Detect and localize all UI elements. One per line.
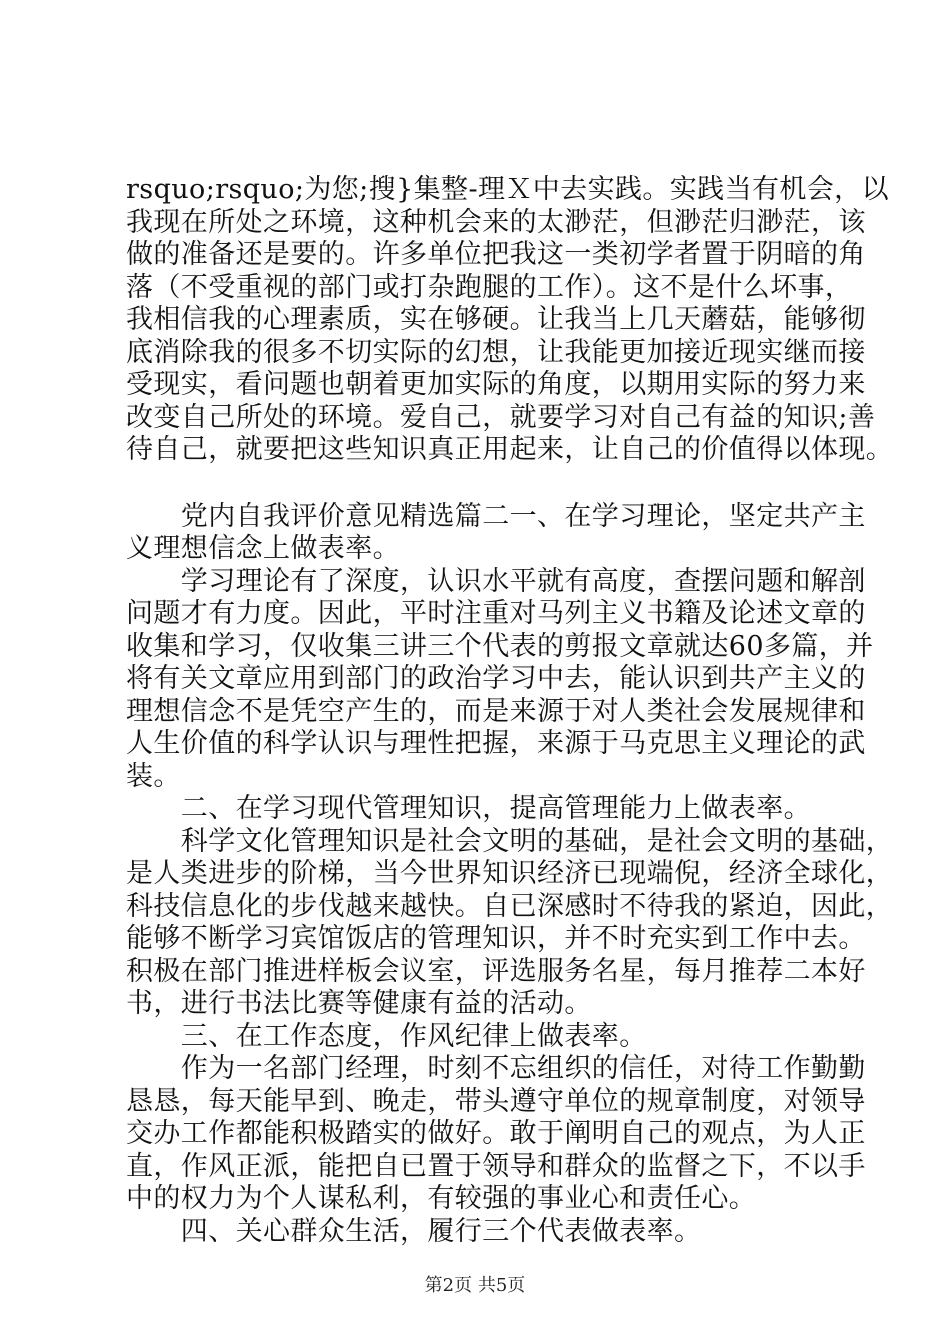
text-line: 做的准备还是要的。许多单位把我这一类初学者置于阴暗的角 (126, 239, 866, 270)
text-line: 落（不受重视的部门或打杂跑腿的工作）。这不是什么坏事， (126, 271, 853, 303)
text-line: 积极在部门推进样板会议室，评选服务名星，每月推荐二本好 (126, 955, 866, 987)
text-line: 学习理论有了深度，认识水平就有高度，查摆问题和解剖 (126, 565, 866, 597)
document-body (126, 174, 894, 1248)
text-line: rsquo;rsquo;为您;搜}集整-理Ｘ中去实践。实践当有机会，以 (126, 174, 889, 205)
text-line: 是人类进步的阶梯，当今世界知识经济已现端倪，经济全球化， (126, 858, 894, 889)
text-line: 交办工作都能积极踏实的做好。敢于阐明自己的观点，为人正 (126, 1118, 866, 1149)
text-line: 我现在所处之环境，这种机会来的太渺茫，但渺茫归渺茫，该 (126, 206, 866, 238)
text-line: 收集和学习，仅收集三讲三个代表的剪报文章就达60多篇，并 (126, 630, 874, 662)
section-heading: 四、关心群众生活，履行三个代表做表率。 (126, 1215, 702, 1247)
text-line: 科技信息化的步伐越来越快。自已深感时不待我的紧迫，因此， (126, 890, 894, 922)
text-line: 能够不断学习宾馆饭店的管理知识，并不时充实到工作中去。 (126, 923, 866, 954)
text-line: 将有关文章应用到部门的政治学习中去，能认识到共产主义的 (126, 663, 866, 694)
text-line: 我相信我的心理素质，实在够硬。让我当上几天蘑菇，能够彻 (126, 304, 866, 335)
page-number-label: 第2页 共5页 (424, 1275, 526, 1296)
section-heading: 三、在工作态度，作风纪律上做表率。 (126, 1020, 647, 1052)
text-line: 待自己，就要把这些知识真正用起来，让自己的价值得以体现。 (126, 434, 894, 465)
section-intro (126, 174, 894, 467)
text-line: 人生价值的科学认识与理性把握，来源于马克思主义理论的武 (126, 728, 866, 759)
text-line: 义理想信念上做表率。 (126, 533, 400, 564)
text-line: 理想信念不是凭空产生的，而是来源于对人类社会发展规律和 (126, 695, 866, 727)
text-line: 党内自我评价意见精选篇二一、在学习理论，坚定共产主 (126, 500, 866, 532)
text-line: 问题才有力度。因此，平时注重对马列主义书籍及论述文章的 (126, 598, 866, 629)
text-line: 装。 (126, 760, 181, 792)
paragraph-gap (126, 467, 860, 501)
text-line: 直，作风正派，能把自已置于领导和群众的监督之下，不以手 (126, 1150, 866, 1182)
text-line: 科学文化管理知识是社会文明的基础，是社会文明的基础， (126, 825, 894, 857)
section-self-evaluation (126, 500, 894, 1249)
text-line: 书，进行书法比赛等健康有益的活动。 (126, 988, 592, 1019)
section-heading: 二、在学习现代管理知识，提高管理能力上做表率。 (126, 793, 811, 824)
text-line: 恳恳，每天能早到、晚走，带头遵守单位的规章制度，对领导 (126, 1085, 866, 1117)
text-line: 改变自己所处的环境。爱自己，就要学习对自己有益的知识;善 (126, 401, 876, 433)
text-line: 作为一名部门经理，时刻不忘组织的信任，对待工作勤勤 (126, 1053, 866, 1084)
text-line: 受现实，看问题也朝着更加实际的角度，以期用实际的努力来 (126, 369, 866, 400)
page-footer (0, 1275, 950, 1297)
text-line: 中的权力为个人谋私利，有较强的事业心和责任心。 (126, 1183, 757, 1214)
text-line: 底消除我的很多不切实际的幻想，让我能更加接近现实继而接 (126, 336, 866, 368)
